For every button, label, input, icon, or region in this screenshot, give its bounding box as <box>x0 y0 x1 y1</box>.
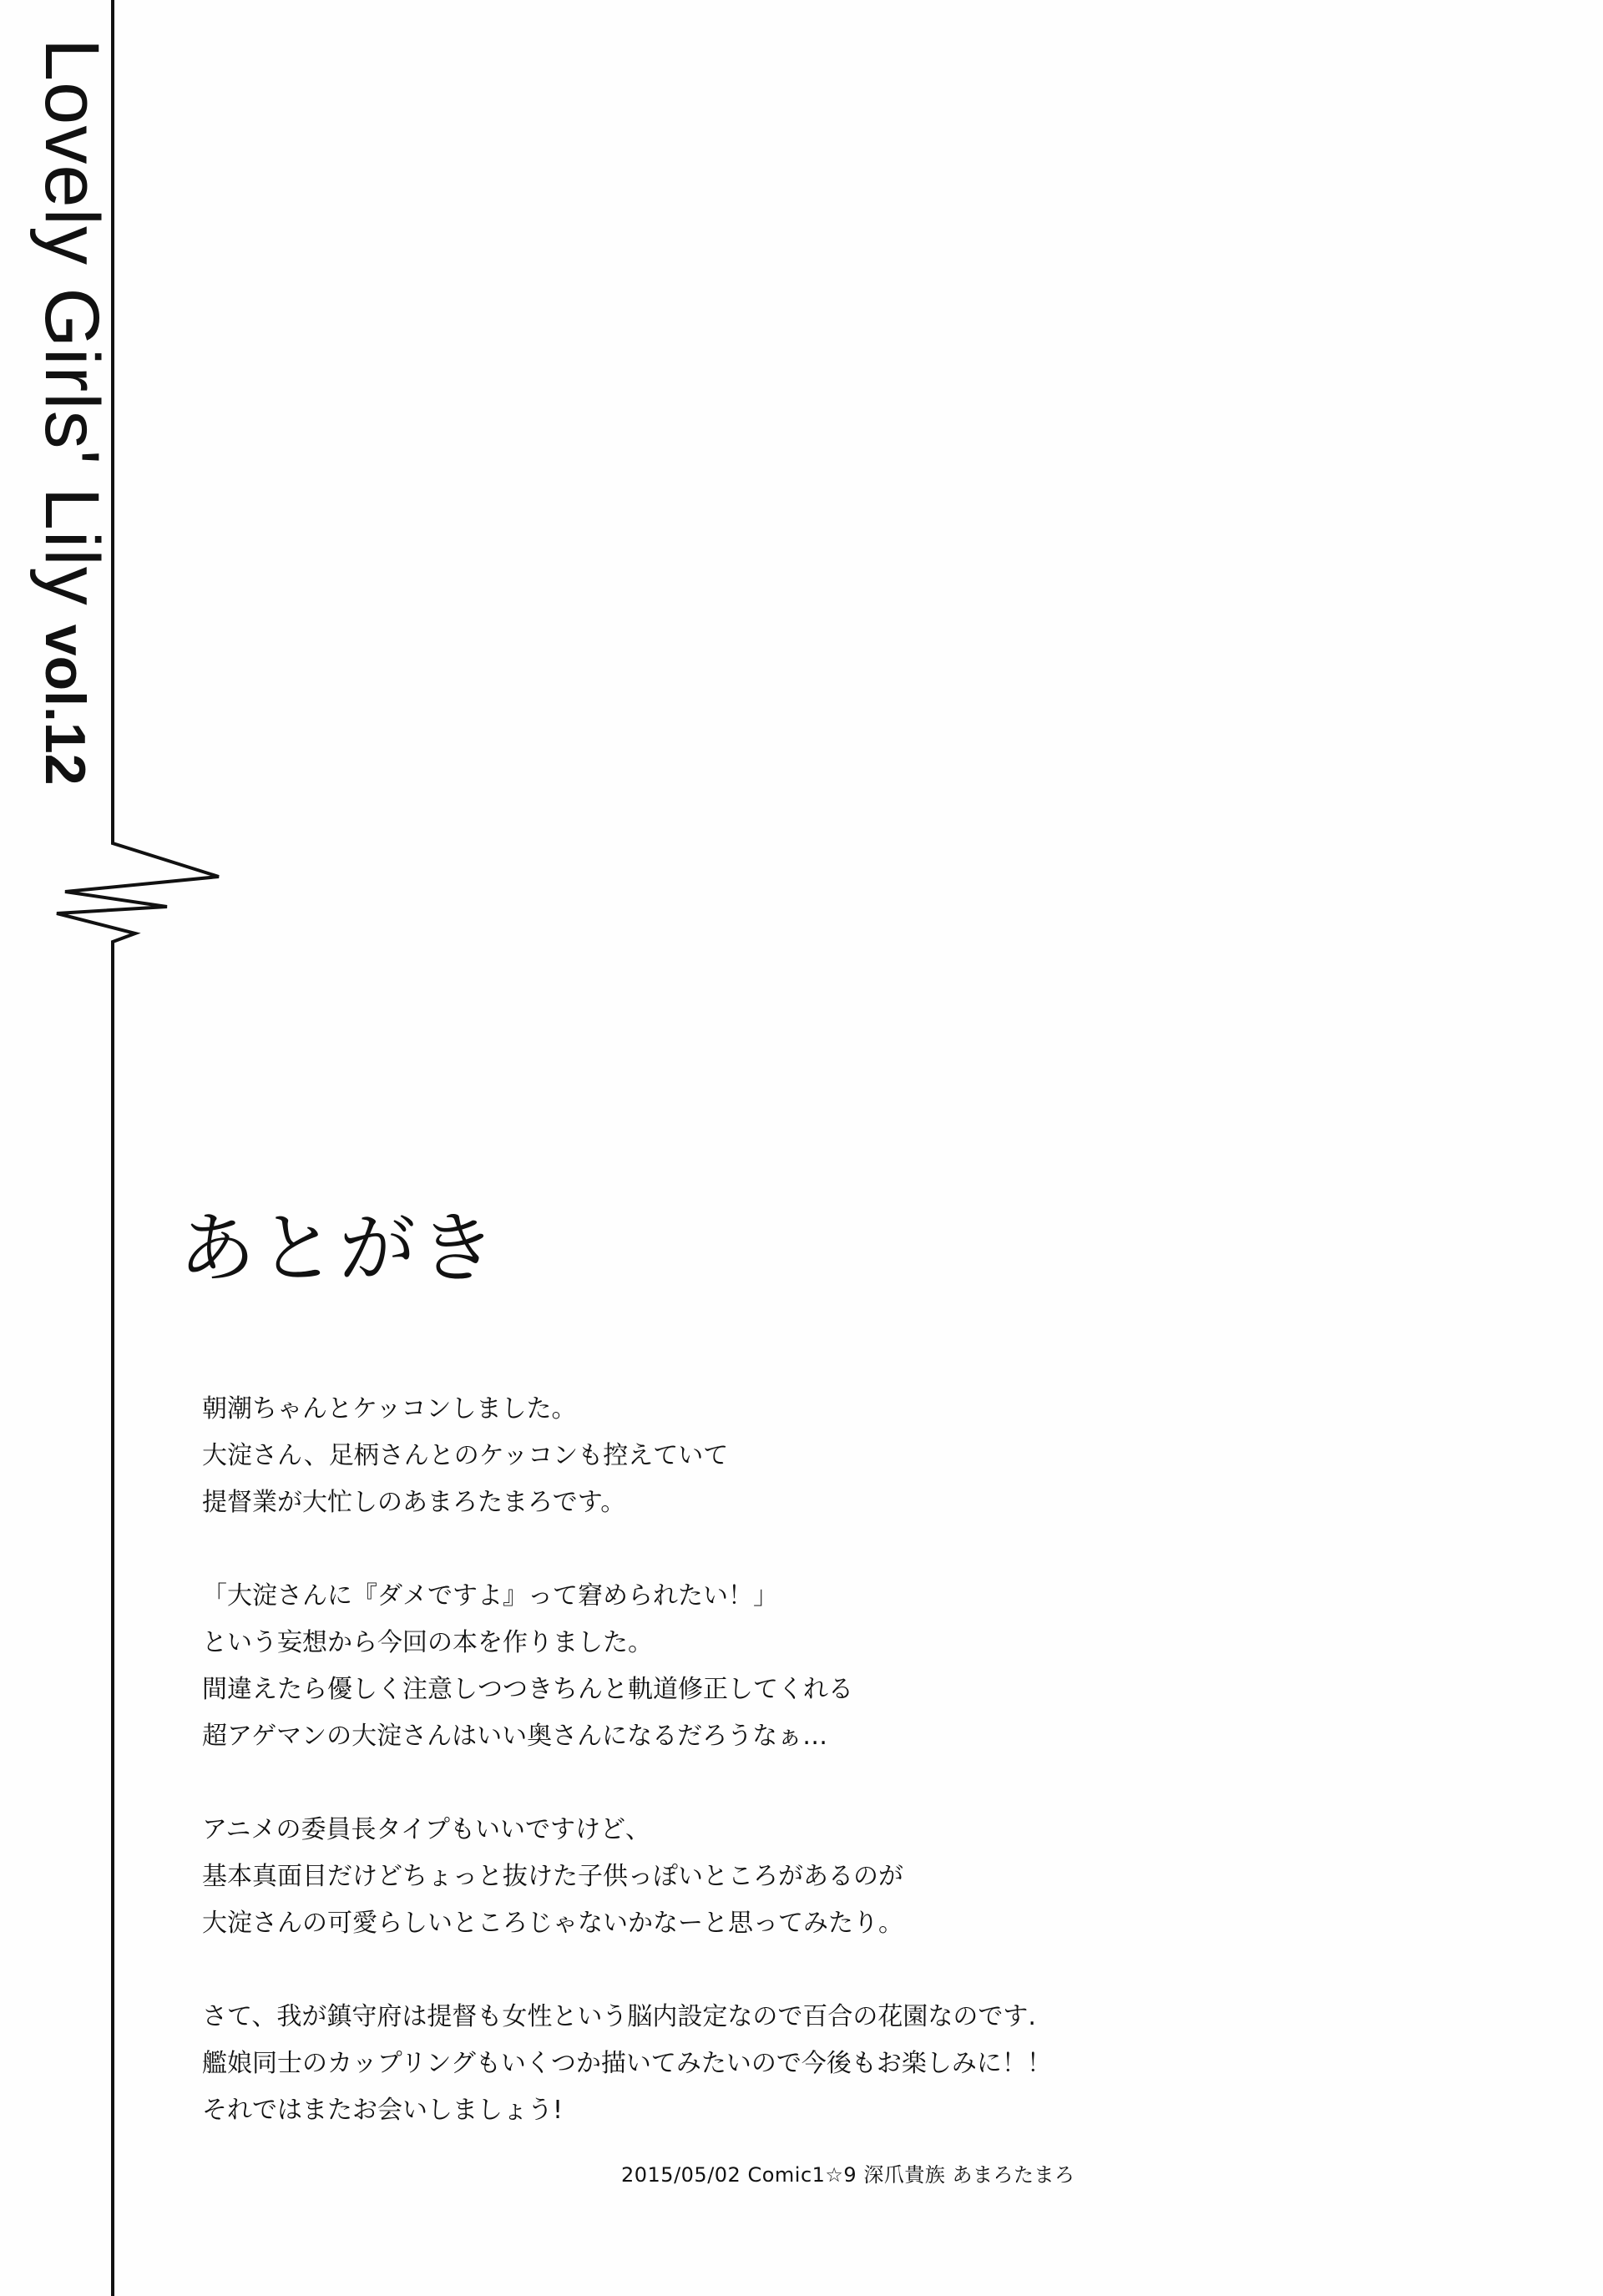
side-title-text <box>29 38 114 786</box>
text-line: 超アゲマンの大淀さんはいい奥さんになるだろうなぁ… <box>202 1722 828 1751</box>
text-line: 大淀さん、足柄さんとのケッコンも控えていて <box>202 1441 729 1470</box>
text-line: 朝潮ちゃんとケッコンしました。 <box>202 1394 577 1424</box>
afterword-paragraph-4 <box>202 1994 1454 2134</box>
afterword-body <box>202 1386 1454 2181</box>
side-title <box>18 38 119 840</box>
text-line: 基本真面目だけどちょっと抜けた子供っぽいところがあるのが <box>202 1862 903 1891</box>
signature-line: 2015/05/02 Comic1☆9 深爪貴族 あまろたまろ <box>621 2163 1075 2187</box>
afterword-paragraph-1 <box>202 1386 1454 1526</box>
afterword-heading: あとがき <box>179 1204 500 1293</box>
side-title-volume: vol.12 <box>33 624 97 786</box>
afterword-paragraph-3 <box>202 1807 1454 1947</box>
text-line: 艦娘同士のカップリングもいくつか描いてみたいので今後もお楽しみに！！ <box>202 2049 1052 2078</box>
side-title-main: Lovely Girls' Lily <box>29 38 114 606</box>
text-line: それではまたお会いしましょう! <box>202 2096 564 2125</box>
text-line: 「大淀さんに『ダメですよ』って窘められたい！」 <box>202 1581 778 1611</box>
text-line: 提督業が大忙しのあまろたまろです。 <box>202 1488 626 1517</box>
afterword-paragraph-2 <box>202 1573 1454 1760</box>
text-line: アニメの委員長タイプもいいですけど、 <box>202 1815 650 1844</box>
text-line: さて、我が鎮守府は提督も女性という脳内設定なので百合の花園なのです. <box>202 2002 1036 2031</box>
text-line: という妄想から今回の本を作りました。 <box>202 1628 653 1657</box>
text-line: 間違えたら優しく注意しつつきちんと軌道修正してくれる <box>202 1675 853 1704</box>
text-line: 大淀さんの可愛らしいところじゃないかなーと思ってみたり。 <box>202 1909 903 1938</box>
